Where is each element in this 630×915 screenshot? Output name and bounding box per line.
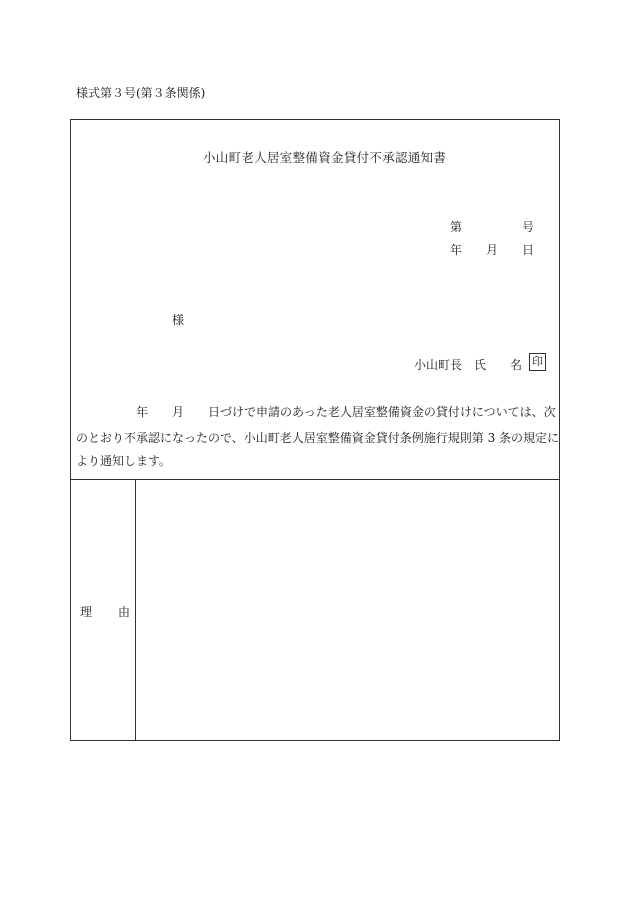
body-month-label: 月	[172, 405, 185, 419]
reason-label-column-divider	[135, 479, 136, 740]
issuer-name-second-char: 名	[510, 358, 523, 372]
reason-label-first-char: 理	[80, 605, 93, 619]
reason-section-divider	[71, 479, 559, 480]
issuer-name-first-char: 氏	[474, 358, 487, 372]
body-year-label: 年	[136, 405, 149, 419]
date-month-label: 月	[486, 243, 499, 257]
date-day-label: 日	[522, 243, 535, 257]
addressee-honorific: 様	[172, 313, 185, 327]
form-number-label: 様式第３号(第３条関係)	[76, 86, 206, 100]
document-title: 小山町老人居室整備資金貸付不承認通知書	[203, 150, 447, 165]
body-text-line-2: のとおり不承認になったので、小山町老人居室整備資金貸付条例施行規則第 3 条の規定に	[76, 431, 560, 445]
document-number-suffix: 号	[522, 220, 535, 234]
issuer-title: 小山町長	[414, 358, 463, 372]
document-number-prefix: 第	[450, 220, 463, 234]
date-year-label: 年	[450, 243, 463, 257]
reason-label-second-char: 由	[118, 605, 131, 619]
body-text-line-1: 日づけで申請のあった老人居室整備資金の貸付けについては、次	[208, 405, 556, 419]
body-text-line-3: より通知します。	[76, 454, 172, 468]
seal-mark: 印	[529, 353, 546, 371]
